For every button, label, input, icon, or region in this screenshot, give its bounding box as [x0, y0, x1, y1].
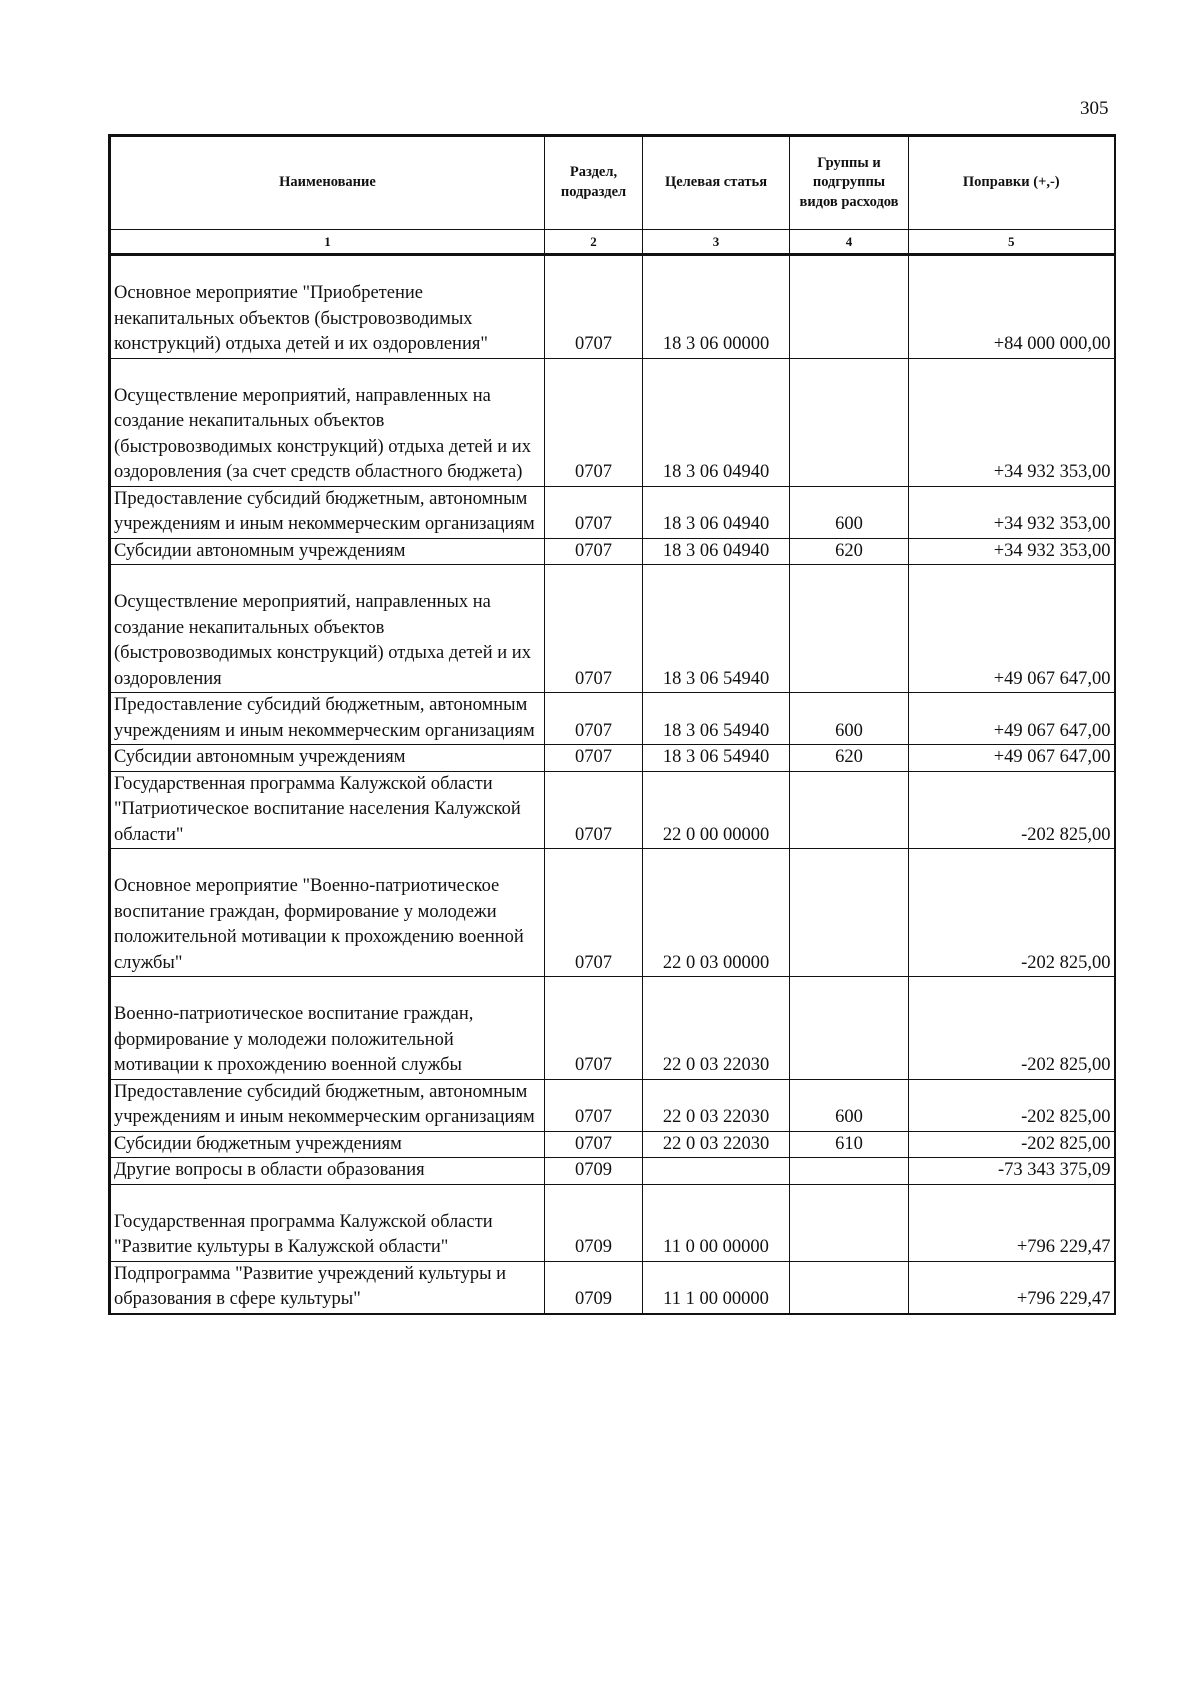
header-row	[110, 136, 1115, 230]
table-row	[110, 977, 1115, 1080]
cell-name: Осуществление мероприятий, направленных на создание некапитальных объектов (быстровозводимых конструкций) отдыха детей и их оздоровления (за счет средств областного бюджета)	[110, 358, 545, 486]
cell-target: 22 0 03 22030	[643, 977, 790, 1080]
cell-target	[643, 1158, 790, 1185]
column-number: 5	[909, 230, 1115, 255]
cell-name: Осуществление мероприятий, направленных на создание некапитальных объектов (быстровозводимых конструкций) отдыха детей и их оздоровления	[110, 565, 545, 693]
cell-target: 22 0 03 22030	[643, 1131, 790, 1158]
cell-section: 0709	[545, 1184, 643, 1261]
cell-group: 600	[790, 693, 909, 745]
cell-target: 18 3 06 54940	[643, 693, 790, 745]
cell-name: Предоставление субсидий бюджетным, автономным учреждениям и иным некоммерческим организациям	[110, 1079, 545, 1131]
cell-amount: -73 343 375,09	[909, 1158, 1115, 1185]
column-number: 3	[643, 230, 790, 255]
table-row	[110, 538, 1115, 565]
cell-amount: -202 825,00	[909, 1131, 1115, 1158]
cell-amount: +34 932 353,00	[909, 486, 1115, 538]
column-number: 4	[790, 230, 909, 255]
column-number-row	[110, 230, 1115, 255]
header-section: Раздел, подраздел	[545, 136, 643, 230]
cell-name: Военно-патриотическое воспитание граждан, формирование у молодежи положительной мотивации к прохождению военной службы	[110, 977, 545, 1080]
cell-name: Другие вопросы в области образования	[110, 1158, 545, 1185]
cell-name: Субсидии автономным учреждениям	[110, 745, 545, 772]
cell-group: 620	[790, 745, 909, 772]
table-row	[110, 849, 1115, 977]
cell-name: Государственная программа Калужской области "Патриотическое воспитание населения Калужской области"	[110, 771, 545, 849]
cell-section: 0707	[545, 486, 643, 538]
cell-amount: -202 825,00	[909, 977, 1115, 1080]
table-row	[110, 693, 1115, 745]
table-body	[110, 255, 1115, 1314]
cell-name: Субсидии автономным учреждениям	[110, 538, 545, 565]
table-row	[110, 358, 1115, 486]
cell-group	[790, 1261, 909, 1314]
cell-name: Основное мероприятие "Военно-патриотическое воспитание граждан, формирование у молодежи положительной мотивации к прохождению военной службы"	[110, 849, 545, 977]
cell-section: 0707	[545, 1131, 643, 1158]
cell-target: 22 0 00 00000	[643, 771, 790, 849]
cell-target: 22 0 03 00000	[643, 849, 790, 977]
cell-target: 18 3 06 04940	[643, 358, 790, 486]
cell-amount: +796 229,47	[909, 1184, 1115, 1261]
header-name: Наименование	[110, 136, 545, 230]
cell-group	[790, 565, 909, 693]
cell-group	[790, 1184, 909, 1261]
cell-amount: +34 932 353,00	[909, 358, 1115, 486]
page-number: 305	[1080, 98, 1109, 119]
cell-target: 18 3 06 04940	[643, 538, 790, 565]
table-row	[110, 486, 1115, 538]
cell-group	[790, 1158, 909, 1185]
cell-name: Основное мероприятие "Приобретение некапитальных объектов (быстровозводимых конструкций) отдыха детей и их оздоровления"	[110, 255, 545, 359]
cell-name: Государственная программа Калужской области "Развитие культуры в Калужской области"	[110, 1184, 545, 1261]
budget-amendments-table	[108, 134, 1116, 1315]
cell-group: 620	[790, 538, 909, 565]
table-row	[110, 565, 1115, 693]
cell-amount: +49 067 647,00	[909, 745, 1115, 772]
cell-target: 18 3 06 54940	[643, 565, 790, 693]
table-row	[110, 1184, 1115, 1261]
header-group: Группы и подгруппы видов расходов	[790, 136, 909, 230]
header-amount: Поправки (+,-)	[909, 136, 1115, 230]
cell-target: 22 0 03 22030	[643, 1079, 790, 1131]
column-number: 2	[545, 230, 643, 255]
cell-amount: +34 932 353,00	[909, 538, 1115, 565]
cell-amount: +49 067 647,00	[909, 693, 1115, 745]
cell-amount: -202 825,00	[909, 1079, 1115, 1131]
cell-group	[790, 977, 909, 1080]
cell-amount: -202 825,00	[909, 771, 1115, 849]
cell-target: 18 3 06 00000	[643, 255, 790, 359]
cell-section: 0707	[545, 771, 643, 849]
table-row	[110, 1158, 1115, 1185]
cell-target: 18 3 06 04940	[643, 486, 790, 538]
cell-group: 600	[790, 1079, 909, 1131]
table-row	[110, 1131, 1115, 1158]
cell-target: 11 0 00 00000	[643, 1184, 790, 1261]
cell-section: 0707	[545, 358, 643, 486]
cell-amount: -202 825,00	[909, 849, 1115, 977]
table-row	[110, 771, 1115, 849]
cell-name: Подпрограмма "Развитие учреждений культуры и образования в сфере культуры"	[110, 1261, 545, 1314]
table-row	[110, 255, 1115, 359]
cell-section: 0709	[545, 1261, 643, 1314]
column-number: 1	[110, 230, 545, 255]
header-target: Целевая статья	[643, 136, 790, 230]
cell-name: Субсидии бюджетным учреждениям	[110, 1131, 545, 1158]
cell-group: 600	[790, 486, 909, 538]
cell-target: 18 3 06 54940	[643, 745, 790, 772]
cell-amount: +49 067 647,00	[909, 565, 1115, 693]
table-row	[110, 1261, 1115, 1314]
cell-amount: +796 229,47	[909, 1261, 1115, 1314]
cell-section: 0707	[545, 693, 643, 745]
cell-section: 0707	[545, 565, 643, 693]
cell-target: 11 1 00 00000	[643, 1261, 790, 1314]
cell-section: 0707	[545, 1079, 643, 1131]
cell-section: 0709	[545, 1158, 643, 1185]
cell-name: Предоставление субсидий бюджетным, автономным учреждениям и иным некоммерческим организациям	[110, 693, 545, 745]
cell-section: 0707	[545, 745, 643, 772]
table-row	[110, 745, 1115, 772]
cell-group	[790, 849, 909, 977]
cell-section: 0707	[545, 538, 643, 565]
cell-group	[790, 358, 909, 486]
cell-section: 0707	[545, 977, 643, 1080]
cell-group	[790, 771, 909, 849]
cell-group: 610	[790, 1131, 909, 1158]
cell-section: 0707	[545, 849, 643, 977]
cell-amount: +84 000 000,00	[909, 255, 1115, 359]
cell-name: Предоставление субсидий бюджетным, автономным учреждениям и иным некоммерческим организациям	[110, 486, 545, 538]
cell-group	[790, 255, 909, 359]
table-row	[110, 1079, 1115, 1131]
cell-section: 0707	[545, 255, 643, 359]
